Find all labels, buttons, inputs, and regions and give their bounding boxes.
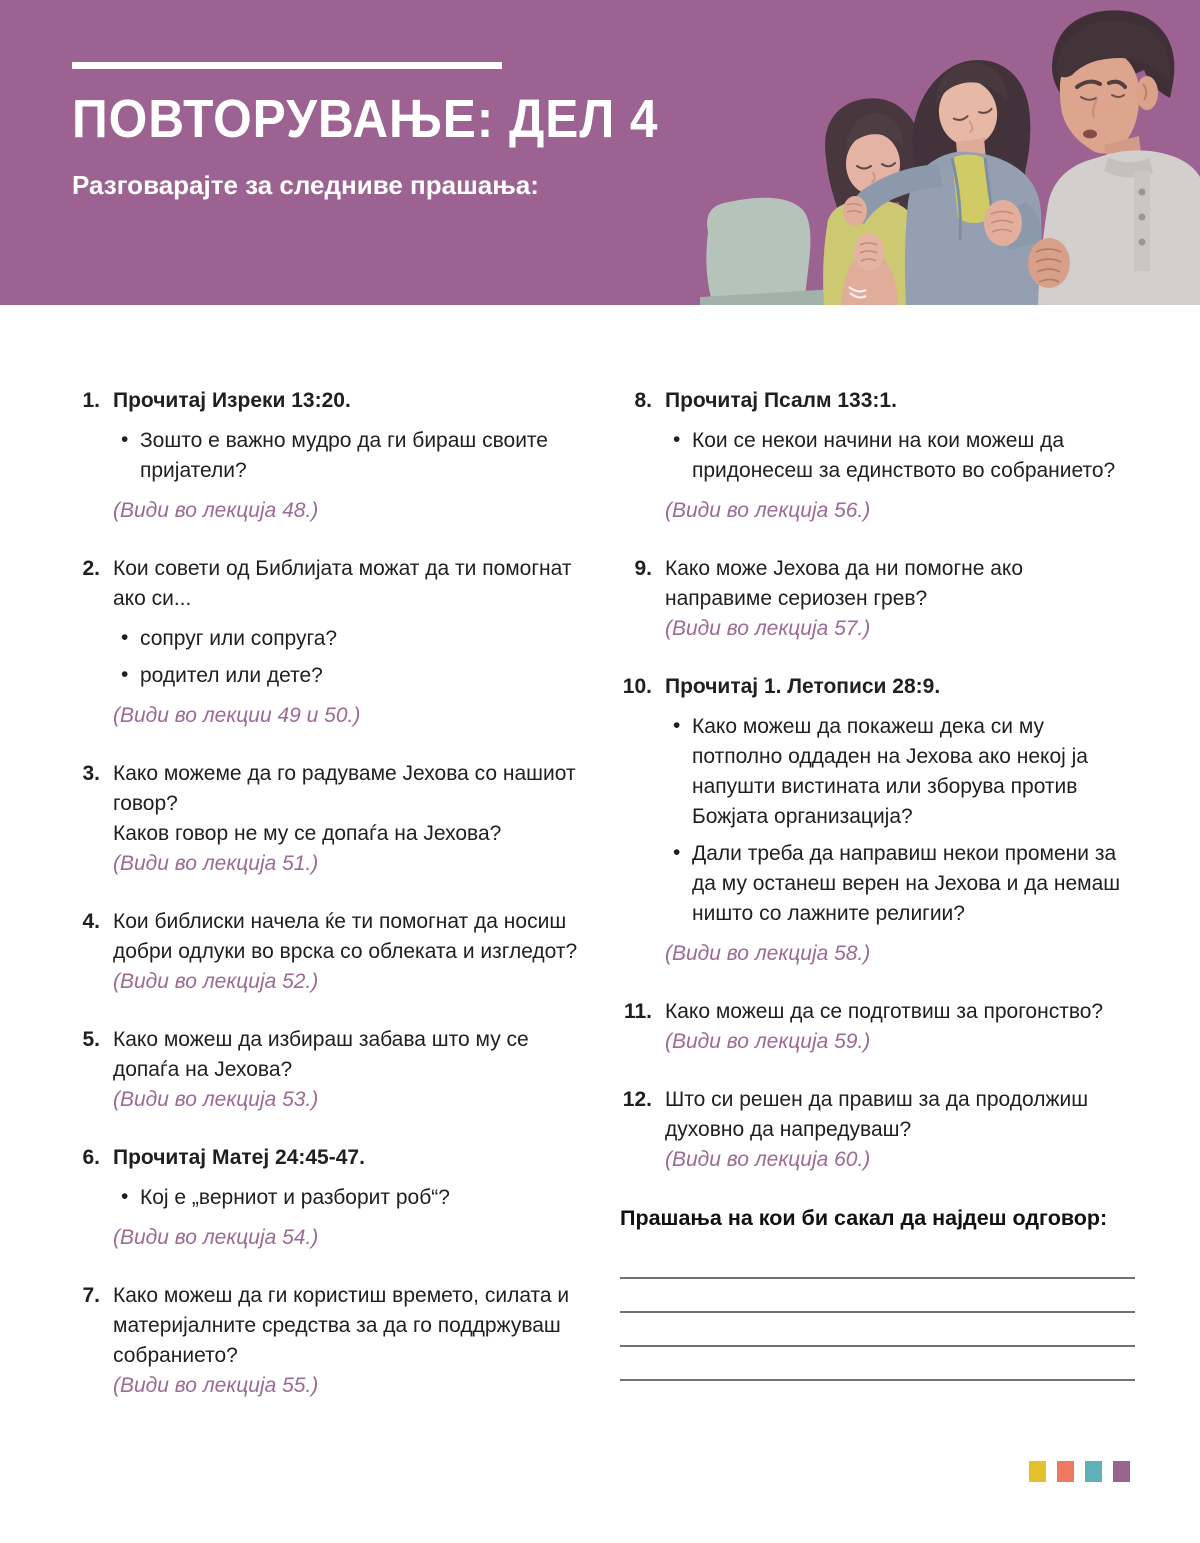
bullet-marker-icon: • — [121, 428, 129, 451]
question-body — [665, 1085, 1135, 1175]
bullet-marker-icon: • — [673, 428, 681, 451]
lesson-reference: (Види во лекција 58.) — [665, 942, 871, 965]
bullet-text: Зошто е важно мудро да ги бираш своите пријатели? — [140, 429, 548, 482]
questions-column-right — [620, 386, 1135, 1429]
family-praying-illustration — [700, 0, 1200, 305]
question-text: Како можеш да избираш забава што му се допаѓа на Јехова? — [113, 1028, 529, 1081]
bullet-text: Како можеш да покажеш дека си му потполно оддаден на Јехова ако некој ја напушти вистината или зборува против Божјата организација? — [692, 715, 1088, 828]
bullet-list — [113, 426, 590, 486]
question-item — [620, 386, 1135, 526]
bullet-marker-icon: • — [121, 1185, 129, 1208]
lesson-reference: (Види во лекција 60.) — [665, 1148, 871, 1171]
question-item — [82, 1281, 590, 1401]
question-number: 10. — [622, 675, 652, 698]
question-item — [82, 907, 590, 997]
lesson-reference: (Види во лекција 53.) — [113, 1088, 319, 1111]
question-item — [82, 554, 590, 731]
bullet-list — [113, 1183, 590, 1213]
question-number: 2. — [82, 557, 100, 580]
bullet-list — [665, 426, 1135, 486]
bullet-item — [113, 426, 590, 486]
lesson-reference: (Види во лекција 57.) — [665, 617, 871, 640]
question-body — [113, 554, 590, 731]
question-text: Како можеме да го радуваме Јехова со нашиот говор? — [113, 762, 576, 815]
question-text: Како може Јехова да ни помогне ако направиме сериозен грев? — [665, 557, 1024, 610]
question-body — [113, 1025, 590, 1115]
lesson-reference: (Види во лекција 52.) — [113, 970, 319, 993]
question-text: Како можеш да се подготвиш за прогонство? — [665, 1000, 1104, 1023]
question-number: 5. — [82, 1028, 100, 1051]
bullet-item — [665, 839, 1135, 929]
question-text: Прочитај Матеј 24:45-47. — [113, 1146, 365, 1169]
bullet-text: Дали треба да направиш некои промени за да му останеш верен на Јехова и да немаш ништо со лажните религии? — [692, 842, 1121, 925]
color-swatch — [1057, 1461, 1074, 1482]
question-body — [113, 1281, 590, 1401]
notes-heading: Прашања на кои би сакал да најдеш одговор: — [620, 1206, 1108, 1230]
question-number: 7. — [82, 1284, 100, 1307]
lesson-reference: (Види во лекција 59.) — [665, 1030, 871, 1053]
question-item — [82, 759, 590, 879]
question-item — [620, 1085, 1135, 1175]
question-text: Како можеш да ги користиш времето, силата и материјалните средства за да го поддржуваш собранието? — [113, 1284, 570, 1367]
question-text: Кои библиски начела ќе ти помогнат да носиш добри одлуки во врска со облеката и изгледот? — [113, 910, 578, 963]
question-item — [82, 1025, 590, 1115]
page-title: ПОВТОРУВАЊЕ: ДЕЛ 4 — [72, 89, 659, 149]
questions-area — [82, 386, 1135, 1429]
question-body — [113, 759, 590, 879]
question-number: 4. — [82, 910, 100, 933]
question-number: 6. — [82, 1146, 100, 1169]
color-swatch-row — [1029, 1461, 1130, 1482]
question-item — [620, 997, 1135, 1057]
question-body — [665, 554, 1135, 644]
question-text: Кои совети од Библијата можат да ти помогнат ако си... — [113, 557, 572, 610]
question-item — [82, 386, 590, 526]
question-item — [620, 672, 1135, 969]
header-band — [0, 0, 1200, 305]
bullet-marker-icon: • — [121, 663, 129, 686]
lesson-reference: (Види во лекција 51.) — [113, 852, 319, 875]
bullet-item — [665, 426, 1135, 486]
answer-line — [620, 1245, 1135, 1279]
bullet-text: родител или дете? — [140, 664, 323, 687]
bullet-text: Кои се некои начини на кои можеш да придонесеш за единството во собранието? — [692, 429, 1116, 482]
bullet-item — [113, 624, 590, 654]
bullet-item — [113, 661, 590, 691]
bullet-item — [665, 712, 1135, 832]
question-body — [665, 386, 1135, 526]
bullet-item — [113, 1183, 590, 1213]
question-body — [665, 672, 1135, 969]
lesson-reference: (Види во лекција 55.) — [113, 1374, 319, 1397]
question-number: 8. — [634, 389, 652, 412]
bullet-marker-icon: • — [121, 626, 129, 649]
color-swatch — [1029, 1461, 1046, 1482]
color-swatch — [1085, 1461, 1102, 1482]
page-subtitle: Разговарајте за следниве прашања: — [72, 170, 539, 200]
bullet-marker-icon: • — [673, 714, 681, 737]
question-item — [620, 554, 1135, 644]
question-body — [113, 907, 590, 997]
lesson-reference: (Види во лекции 49 и 50.) — [113, 704, 361, 727]
question-text: Прочитај 1. Летописи 28:9. — [665, 675, 941, 698]
question-number: 12. — [622, 1088, 652, 1111]
title-rule — [72, 62, 502, 69]
answer-line — [620, 1313, 1135, 1347]
bullet-list — [665, 712, 1135, 929]
question-text: Прочитај Изреки 13:20. — [113, 389, 351, 412]
question-number: 11. — [623, 1000, 652, 1023]
question-number: 9. — [634, 557, 652, 580]
bullet-marker-icon: • — [673, 841, 681, 864]
answer-lines — [620, 1245, 1135, 1381]
question-body — [113, 1143, 590, 1253]
question-text: Што си решен да правиш за да продолжиш духовно да напредуваш? — [665, 1088, 1089, 1141]
question-text: Прочитај Псалм 133:1. — [665, 389, 897, 412]
lesson-reference: (Види во лекција 48.) — [113, 499, 319, 522]
answer-line — [620, 1347, 1135, 1381]
questions-column-left — [82, 386, 590, 1429]
lesson-reference: (Види во лекција 54.) — [113, 1226, 319, 1249]
question-body — [665, 997, 1135, 1057]
question-body — [113, 386, 590, 526]
bullet-list — [113, 624, 590, 691]
color-swatch — [1113, 1461, 1130, 1482]
bullet-text: сопруг или сопруга? — [140, 627, 338, 650]
bullet-text: Кој е „верниот и разборит роб“? — [140, 1186, 450, 1209]
question-item — [82, 1143, 590, 1253]
lesson-reference: (Види во лекција 56.) — [665, 499, 871, 522]
answer-line — [620, 1279, 1135, 1313]
question-number: 3. — [82, 762, 100, 785]
question-text: Каков говор не му се допаѓа на Јехова? — [113, 822, 502, 845]
question-number: 1. — [82, 389, 100, 412]
